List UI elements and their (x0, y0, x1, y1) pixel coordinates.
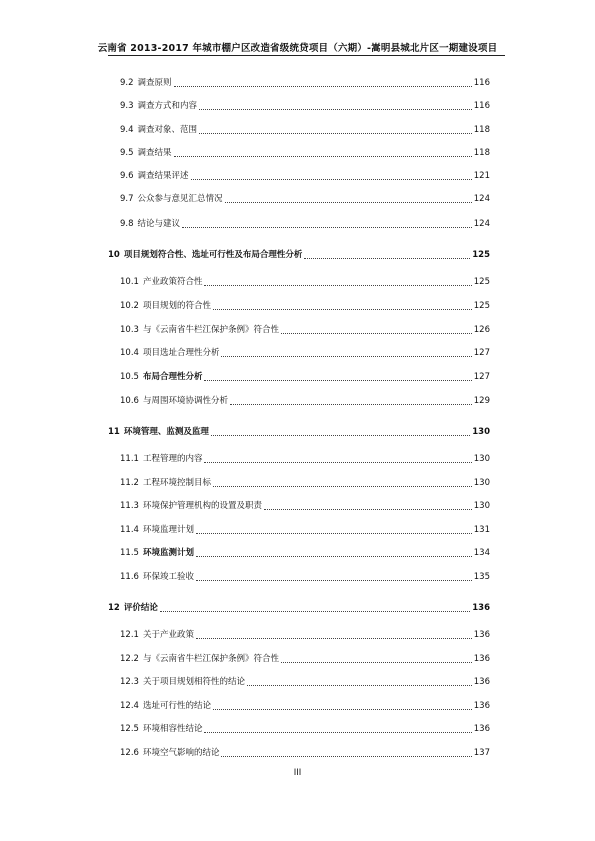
toc-entry-title: 与《云南省牛栏江保护条例》符合性 (142, 654, 279, 664)
toc-entry-page: 125 (472, 250, 490, 260)
toc-entry-page: 131 (473, 525, 490, 535)
toc-dot-leader (204, 462, 471, 463)
toc-dot-leader (281, 662, 472, 663)
toc-entry-number: 10.4 (120, 348, 139, 358)
toc-entry-page: 136 (473, 654, 490, 664)
toc-dot-leader (204, 285, 471, 286)
toc-entry-number: 10.2 (120, 301, 139, 311)
toc-dot-leader (213, 309, 472, 310)
toc-section-entry[interactable] (120, 701, 490, 712)
toc-entry-page: 135 (473, 572, 490, 582)
toc-entry-title: 环境保护管理机构的设置及职责 (142, 501, 262, 511)
toc-entry-title: 调查方式和内容 (137, 101, 198, 111)
toc-entry-number: 11.5 (120, 548, 139, 558)
toc-dot-leader (196, 580, 472, 581)
toc-section-entry[interactable] (120, 125, 490, 136)
toc-entry-page: 116 (473, 78, 490, 88)
toc-entry-page: 136 (473, 677, 490, 687)
toc-entry-page: 134 (473, 548, 490, 558)
toc-dot-leader (213, 486, 472, 487)
toc-entry-page: 136 (473, 701, 490, 711)
toc-entry-page: 136 (473, 630, 490, 640)
toc-dot-leader (230, 404, 472, 405)
toc-dot-leader (264, 509, 472, 510)
toc-entry-page: 130 (473, 454, 490, 464)
toc-section-entry[interactable] (120, 194, 490, 205)
toc-section-entry[interactable] (120, 501, 490, 512)
toc-section-entry[interactable] (120, 724, 490, 735)
toc-entry-page: 136 (472, 603, 490, 613)
toc-entry-title: 环保竣工验收 (142, 572, 194, 582)
toc-entry-title: 调查结果评述 (137, 171, 189, 181)
toc-entry-number: 9.6 (120, 171, 134, 181)
toc-section-entry[interactable] (120, 748, 490, 759)
toc-entry-number: 9.8 (120, 219, 134, 229)
toc-entry-number: 12 (108, 603, 120, 613)
toc-entry-title: 调查原则 (137, 78, 172, 88)
header-divider (108, 55, 505, 56)
toc-section-entry[interactable] (120, 325, 490, 336)
toc-entry-number: 9.7 (120, 194, 134, 204)
toc-entry-number: 9.5 (120, 148, 134, 158)
toc-section-entry[interactable] (120, 171, 490, 182)
toc-entry-title: 公众参与意见汇总情况 (137, 194, 223, 204)
toc-entry-title: 与《云南省牛栏江保护条例》符合性 (142, 325, 279, 335)
toc-entry-title: 项目选址合理性分析 (142, 348, 220, 358)
toc-chapter-entry[interactable] (108, 250, 490, 261)
toc-entry-number: 11.4 (120, 525, 139, 535)
toc-entry-title: 环境监理计划 (142, 525, 194, 535)
toc-section-entry[interactable] (120, 301, 490, 312)
toc-dot-leader (247, 685, 472, 686)
toc-dot-leader (204, 380, 471, 381)
toc-entry-title: 选址可行性的结论 (142, 701, 211, 711)
toc-dot-leader (225, 202, 472, 203)
toc-entry-title: 环境监测计划 (142, 548, 194, 558)
toc-section-entry[interactable] (120, 219, 490, 230)
toc-entry-number: 11.6 (120, 572, 139, 582)
toc-dot-leader (199, 109, 472, 110)
toc-entry-page: 130 (473, 501, 490, 511)
toc-section-entry[interactable] (120, 148, 490, 159)
toc-section-entry[interactable] (120, 78, 490, 89)
toc-chapter-entry[interactable] (108, 427, 490, 438)
toc-dot-leader (211, 435, 470, 436)
toc-section-entry[interactable] (120, 372, 490, 383)
toc-entry-page: 125 (473, 301, 490, 311)
toc-entry-title: 结论与建议 (137, 219, 181, 229)
toc-entry-number: 12.3 (120, 677, 139, 687)
toc-entry-title: 评价结论 (123, 603, 158, 613)
toc-entry-number: 10.3 (120, 325, 139, 335)
toc-entry-title: 与周围环境协调性分析 (142, 396, 228, 406)
toc-dot-leader (221, 356, 471, 357)
toc-section-entry[interactable] (120, 630, 490, 641)
toc-entry-number: 12.5 (120, 724, 139, 734)
toc-entry-title: 环境空气影响的结论 (142, 748, 220, 758)
toc-entry-title: 环境相容性结论 (142, 724, 203, 734)
toc-section-entry[interactable] (120, 525, 490, 536)
toc-entry-title: 工程环境控制目标 (142, 478, 211, 488)
page-number: III (293, 768, 302, 778)
toc-section-entry[interactable] (120, 396, 490, 407)
toc-entry-page: 130 (473, 478, 490, 488)
toc-dot-leader (191, 179, 472, 180)
toc-section-entry[interactable] (120, 548, 490, 559)
toc-entry-title: 调查对象、范围 (137, 125, 198, 135)
toc-entry-number: 12.4 (120, 701, 139, 711)
toc-entry-number: 10.5 (120, 372, 139, 382)
toc-section-entry[interactable] (120, 348, 490, 359)
toc-entry-number: 10.1 (120, 277, 139, 287)
toc-dot-leader (304, 258, 470, 259)
toc-dot-leader (182, 227, 472, 228)
toc-entry-page: 129 (473, 396, 490, 406)
toc-entry-title: 产业政策符合性 (142, 277, 203, 287)
toc-entry-page: 127 (473, 348, 490, 358)
toc-entry-page: 137 (473, 748, 490, 758)
toc-dot-leader (196, 638, 472, 639)
toc-section-entry[interactable] (120, 101, 490, 112)
toc-section-entry[interactable] (120, 478, 490, 489)
toc-dot-leader (281, 333, 472, 334)
toc-entry-number: 9.4 (120, 125, 134, 135)
toc-entry-number: 10 (108, 250, 120, 260)
toc-section-entry[interactable] (120, 654, 490, 665)
running-header: 云南省 2013-2017 年城市棚户区改造省级统贷项目（六期）-嵩明县城北片区一期建设项目 (97, 43, 498, 54)
toc-entry-page: 130 (472, 427, 490, 437)
toc-entry-number: 11.1 (120, 454, 139, 464)
toc-entry-number: 12.2 (120, 654, 139, 664)
toc-dot-leader (174, 156, 472, 157)
toc-entry-title: 调查结果 (137, 148, 172, 158)
toc-entry-number: 11.2 (120, 478, 139, 488)
toc-entry-page: 136 (473, 724, 490, 734)
toc-entry-page: 126 (473, 325, 490, 335)
toc-section-entry[interactable] (120, 677, 490, 688)
toc-dot-leader (174, 86, 472, 87)
toc-section-entry[interactable] (120, 454, 490, 465)
toc-entry-page: 125 (473, 277, 490, 287)
toc-entry-number: 11 (108, 427, 120, 437)
toc-entry-page: 127 (473, 372, 490, 382)
toc-entry-title: 环境管理、监测及监理 (123, 427, 209, 437)
toc-entry-title: 项目规划符合性、选址可行性及布局合理性分析 (123, 250, 303, 260)
toc-dot-leader (204, 732, 471, 733)
toc-entry-page: 124 (473, 219, 490, 229)
toc-section-entry[interactable] (120, 572, 490, 583)
toc-entry-title: 工程管理的内容 (142, 454, 203, 464)
toc-dot-leader (160, 611, 470, 612)
toc-entry-page: 121 (473, 171, 490, 181)
toc-entry-title: 关于产业政策 (142, 630, 194, 640)
toc-dot-leader (196, 556, 472, 557)
toc-chapter-entry[interactable] (108, 603, 490, 614)
toc-entry-number: 12.1 (120, 630, 139, 640)
toc-entry-title: 项目规划的符合性 (142, 301, 211, 311)
toc-entry-title: 关于项目规划相符性的结论 (142, 677, 245, 687)
toc-dot-leader (221, 756, 471, 757)
toc-entry-number: 10.6 (120, 396, 139, 406)
toc-section-entry[interactable] (120, 277, 490, 288)
toc-entry-page: 116 (473, 101, 490, 111)
toc-dot-leader (199, 133, 472, 134)
toc-entry-number: 11.3 (120, 501, 139, 511)
toc-entry-title: 布局合理性分析 (142, 372, 203, 382)
toc-entry-page: 118 (473, 125, 490, 135)
toc-entry-number: 9.2 (120, 78, 134, 88)
toc-dot-leader (213, 709, 472, 710)
toc-dot-leader (196, 533, 472, 534)
toc-entry-number: 12.6 (120, 748, 139, 758)
toc-entry-number: 9.3 (120, 101, 134, 111)
toc-entry-page: 124 (473, 194, 490, 204)
toc-entry-page: 118 (473, 148, 490, 158)
